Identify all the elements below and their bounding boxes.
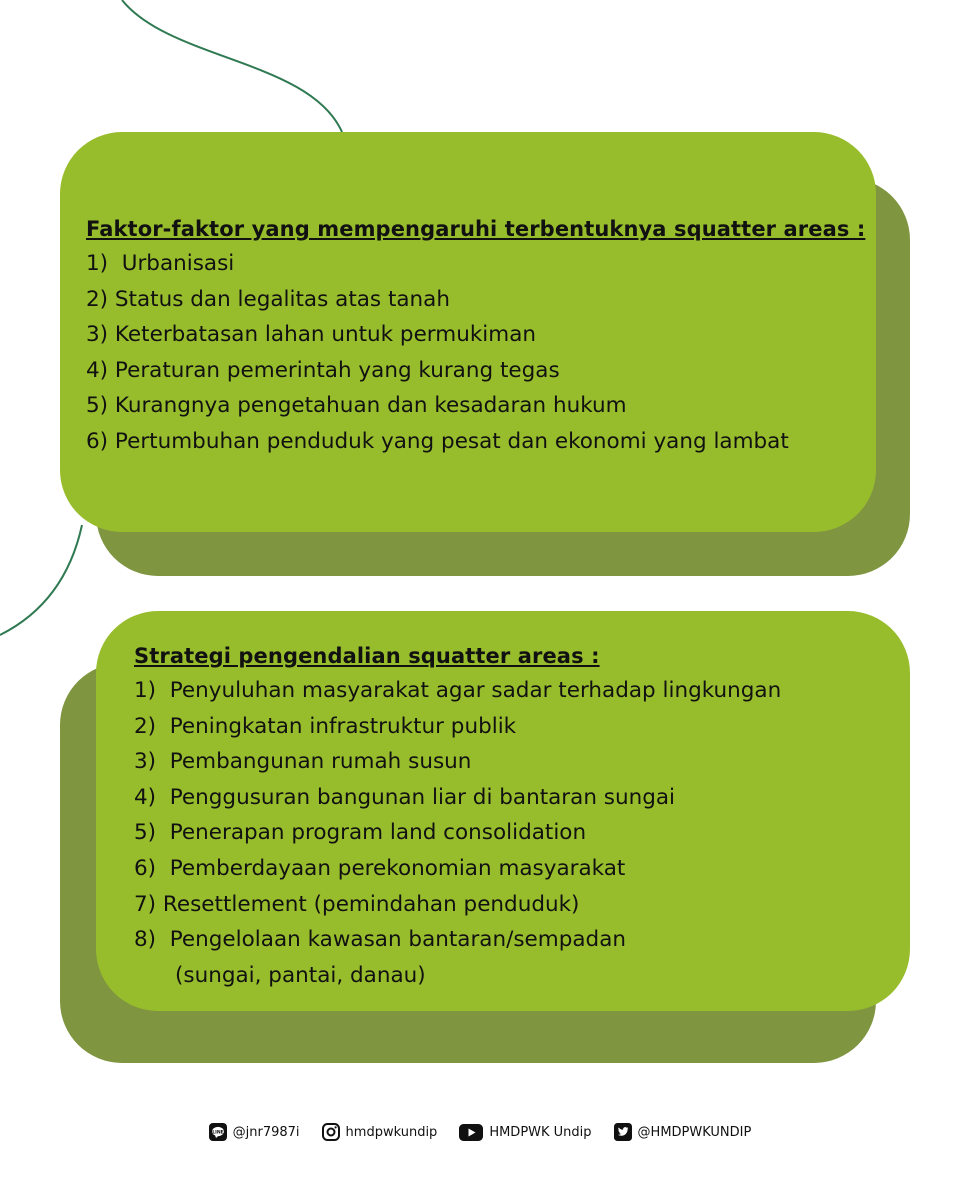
list-item: 5) Penerapan program land consolidation bbox=[134, 820, 587, 846]
twitter-handle: @HMDPWKUNDIP bbox=[637, 1124, 752, 1140]
list-item: 5) Kurangnya pengetahuan dan kesadaran hukum bbox=[86, 393, 627, 419]
social-youtube[interactable] bbox=[459, 1124, 591, 1141]
instagram-icon bbox=[322, 1123, 340, 1141]
list-item: 2) Status dan legalitas atas tanah bbox=[86, 286, 450, 312]
instagram-handle: hmdpwkundip bbox=[345, 1124, 438, 1140]
social-instagram[interactable] bbox=[322, 1123, 438, 1141]
list-item: 1) Urbanisasi bbox=[86, 251, 235, 276]
social-twitter[interactable] bbox=[614, 1123, 752, 1141]
social-footer bbox=[0, 1120, 960, 1144]
list-item: 4) Penggusuran bangunan liar di bantaran sungai bbox=[134, 784, 676, 810]
list-item: 1) Penyuluhan masyarakat agar sadar terhadap lingkungan bbox=[134, 678, 782, 703]
list-item: 4) Peraturan pemerintah yang kurang tegas bbox=[86, 357, 560, 383]
factors-list bbox=[86, 246, 876, 460]
svg-text:LINE: LINE bbox=[211, 1130, 224, 1136]
list-item: 2) Peningkatan infrastruktur publik bbox=[134, 713, 517, 739]
list-item: 3) Pembangunan rumah susun bbox=[134, 749, 472, 775]
list-item: 8) Pengelolaan kawasan bantaran/sempadan bbox=[134, 927, 627, 953]
strategies-heading: Strategi pengendalian squatter areas : bbox=[134, 644, 600, 668]
twitter-icon bbox=[614, 1123, 632, 1141]
factors-heading: Faktor-faktor yang mempengaruhi terbentuknya squatter areas : bbox=[86, 217, 866, 241]
strategies-card bbox=[96, 611, 910, 1011]
list-item: 6) Pemberdayaan perekonomian masyarakat bbox=[134, 855, 626, 881]
line-icon bbox=[209, 1123, 227, 1141]
line-handle: @jnr7987i bbox=[232, 1124, 300, 1140]
factors-card bbox=[60, 132, 876, 532]
youtube-handle: HMDPWK Undip bbox=[489, 1124, 592, 1140]
list-item: 6) Pertumbuhan penduduk yang pesat dan ekonomi yang lambat bbox=[86, 428, 789, 454]
youtube-icon bbox=[459, 1124, 483, 1141]
list-item: 3) Keterbatasan lahan untuk permukiman bbox=[86, 322, 536, 348]
strategies-list bbox=[134, 673, 910, 993]
social-line[interactable] bbox=[209, 1123, 300, 1141]
list-item: 7) Resettlement (pemindahan penduduk) bbox=[134, 891, 580, 917]
list-item: (sungai, pantai, danau) bbox=[134, 962, 426, 988]
